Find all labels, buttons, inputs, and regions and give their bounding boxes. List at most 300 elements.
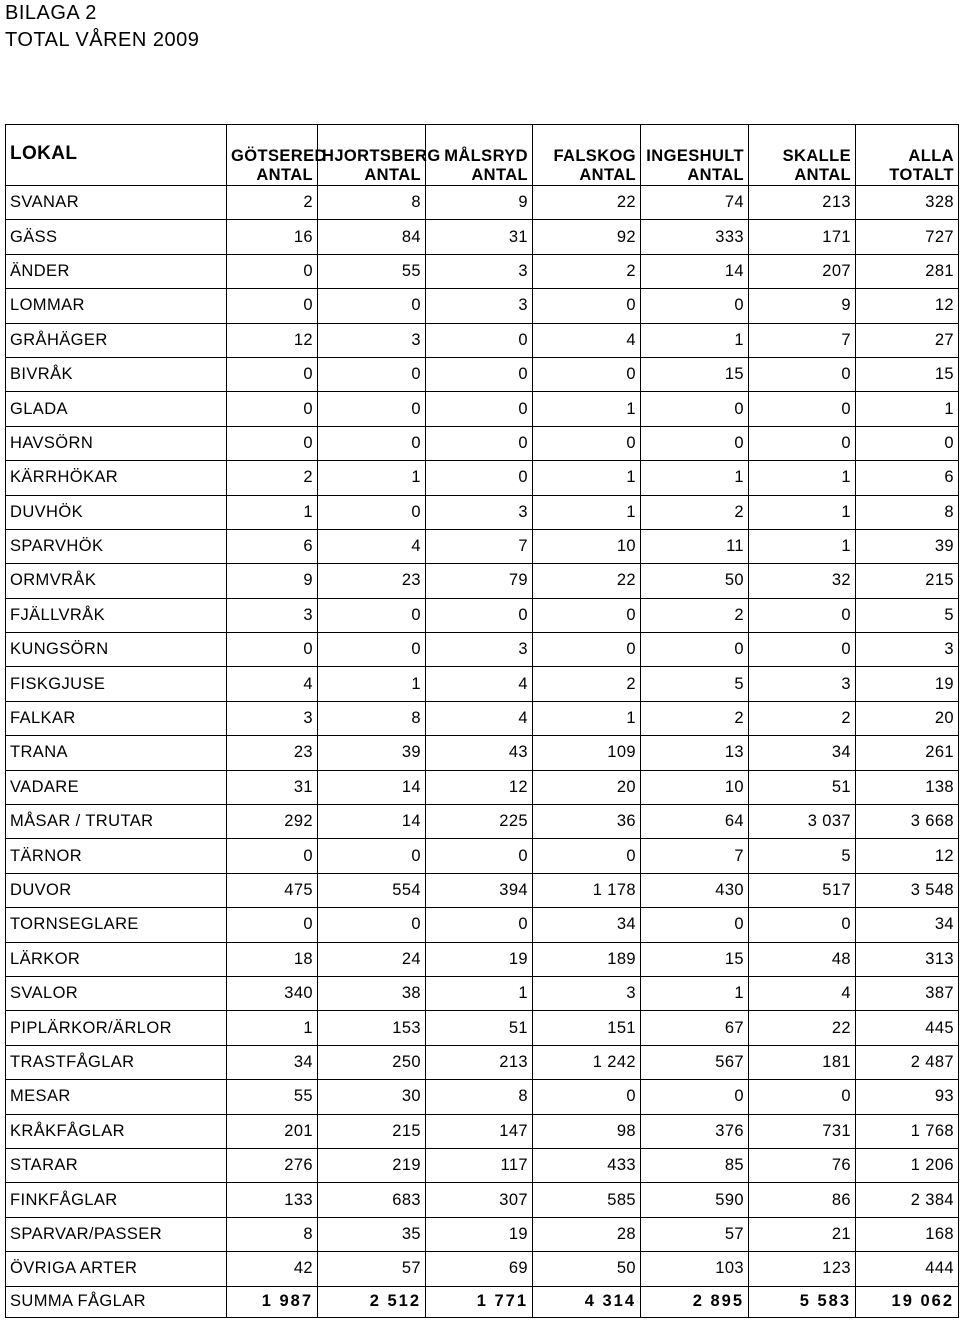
count-cell: 0 xyxy=(533,633,641,667)
table-row xyxy=(6,839,959,873)
species-label: HAVSÖRN xyxy=(6,426,227,460)
count-cell: 292 xyxy=(227,805,318,839)
species-label: ORMVRÅK xyxy=(6,564,227,598)
count-cell: 15 xyxy=(856,357,959,391)
count-cell: 147 xyxy=(426,1114,533,1148)
count-cell: 1 xyxy=(426,976,533,1010)
species-label: TRANA xyxy=(6,736,227,770)
count-cell: 74 xyxy=(641,186,749,220)
count-cell: 3 xyxy=(426,254,533,288)
count-cell: 1 xyxy=(856,392,959,426)
count-cell: 0 xyxy=(749,633,856,667)
species-label: LÄRKOR xyxy=(6,942,227,976)
count-cell: 11 xyxy=(641,529,749,563)
count-cell: 0 xyxy=(426,461,533,495)
count-cell: 1 xyxy=(749,461,856,495)
count-cell: 3 xyxy=(533,976,641,1010)
count-cell: 276 xyxy=(227,1148,318,1182)
species-label: GÄSS xyxy=(6,220,227,254)
species-label: MESAR xyxy=(6,1080,227,1114)
count-cell: 0 xyxy=(426,426,533,460)
count-cell: 69 xyxy=(426,1252,533,1286)
count-cell: 98 xyxy=(533,1114,641,1148)
count-cell: 13 xyxy=(641,736,749,770)
count-cell: 84 xyxy=(318,220,426,254)
count-cell: 51 xyxy=(426,1011,533,1045)
count-cell: 5 583 xyxy=(749,1286,856,1317)
species-label: FALKAR xyxy=(6,701,227,735)
count-cell: 0 xyxy=(318,908,426,942)
count-cell: 7 xyxy=(641,839,749,873)
table-row xyxy=(6,736,959,770)
count-cell: 1 xyxy=(641,323,749,357)
count-cell: 0 xyxy=(426,908,533,942)
count-cell: 201 xyxy=(227,1114,318,1148)
count-cell: 34 xyxy=(749,736,856,770)
count-cell: 1 xyxy=(318,461,426,495)
count-cell: 0 xyxy=(749,392,856,426)
count-cell: 328 xyxy=(856,186,959,220)
count-cell: 67 xyxy=(641,1011,749,1045)
column-subheader: ANTAL xyxy=(426,166,533,186)
count-cell: 35 xyxy=(318,1217,426,1251)
count-cell: 0 xyxy=(426,357,533,391)
count-cell: 85 xyxy=(641,1148,749,1182)
count-cell: 1 xyxy=(749,529,856,563)
count-cell: 153 xyxy=(318,1011,426,1045)
table-row xyxy=(6,461,959,495)
table-row xyxy=(6,289,959,323)
species-label: TRASTFÅGLAR xyxy=(6,1045,227,1079)
column-header: ALLA xyxy=(856,125,959,167)
column-subheader: ANTAL xyxy=(318,166,426,186)
count-cell: 727 xyxy=(856,220,959,254)
count-cell: 213 xyxy=(749,186,856,220)
count-cell: 585 xyxy=(533,1183,641,1217)
count-cell: 4 xyxy=(318,529,426,563)
header-row xyxy=(6,125,959,167)
count-cell: 16 xyxy=(227,220,318,254)
table-row xyxy=(6,1183,959,1217)
count-cell: 0 xyxy=(227,426,318,460)
count-cell: 8 xyxy=(318,186,426,220)
count-cell: 215 xyxy=(856,564,959,598)
table-row xyxy=(6,873,959,907)
count-cell: 1 xyxy=(641,461,749,495)
count-cell: 8 xyxy=(856,495,959,529)
count-cell: 19 xyxy=(426,942,533,976)
count-cell: 333 xyxy=(641,220,749,254)
count-cell: 0 xyxy=(533,839,641,873)
count-cell: 2 xyxy=(533,254,641,288)
table-row xyxy=(6,357,959,391)
species-label: DUVOR xyxy=(6,873,227,907)
species-label: STARAR xyxy=(6,1148,227,1182)
table-row xyxy=(6,701,959,735)
species-label: BIVRÅK xyxy=(6,357,227,391)
table-row xyxy=(6,598,959,632)
count-cell: 1 178 xyxy=(533,873,641,907)
table-row xyxy=(6,1217,959,1251)
species-label: GRÅHÄGER xyxy=(6,323,227,357)
count-cell: 0 xyxy=(426,839,533,873)
count-cell: 3 xyxy=(227,598,318,632)
count-cell: 2 487 xyxy=(856,1045,959,1079)
count-cell: 313 xyxy=(856,942,959,976)
count-cell: 14 xyxy=(318,770,426,804)
count-cell: 0 xyxy=(533,289,641,323)
species-label: ÖVRIGA ARTER xyxy=(6,1252,227,1286)
count-cell: 12 xyxy=(227,323,318,357)
species-label: FJÄLLVRÅK xyxy=(6,598,227,632)
column-subheader: ANTAL xyxy=(533,166,641,186)
count-cell: 0 xyxy=(318,633,426,667)
count-cell: 34 xyxy=(533,908,641,942)
count-cell: 1 xyxy=(227,495,318,529)
count-cell: 123 xyxy=(749,1252,856,1286)
species-label: FISKGJUSE xyxy=(6,667,227,701)
count-cell: 0 xyxy=(318,495,426,529)
column-header: SKALLE xyxy=(749,125,856,167)
count-cell: 9 xyxy=(227,564,318,598)
count-cell: 43 xyxy=(426,736,533,770)
count-cell: 394 xyxy=(426,873,533,907)
count-cell: 151 xyxy=(533,1011,641,1045)
count-cell: 0 xyxy=(641,633,749,667)
column-subheader: ANTAL xyxy=(641,166,749,186)
count-cell: 215 xyxy=(318,1114,426,1148)
count-cell: 376 xyxy=(641,1114,749,1148)
count-cell: 14 xyxy=(318,805,426,839)
count-cell: 1 xyxy=(318,667,426,701)
count-cell: 3 548 xyxy=(856,873,959,907)
table-row xyxy=(6,323,959,357)
count-cell: 0 xyxy=(856,426,959,460)
table-row xyxy=(6,1148,959,1182)
count-cell: 189 xyxy=(533,942,641,976)
count-cell: 0 xyxy=(318,426,426,460)
count-cell: 0 xyxy=(227,254,318,288)
count-cell: 23 xyxy=(227,736,318,770)
count-cell: 12 xyxy=(856,839,959,873)
count-cell: 4 xyxy=(426,701,533,735)
count-cell: 1 768 xyxy=(856,1114,959,1148)
count-cell: 50 xyxy=(641,564,749,598)
count-cell: 0 xyxy=(227,633,318,667)
count-cell: 27 xyxy=(856,323,959,357)
count-cell: 4 xyxy=(227,667,318,701)
count-cell: 34 xyxy=(227,1045,318,1079)
count-cell: 261 xyxy=(856,736,959,770)
count-cell: 1 xyxy=(749,495,856,529)
count-cell: 433 xyxy=(533,1148,641,1182)
species-label: SVANAR xyxy=(6,186,227,220)
count-cell: 0 xyxy=(318,598,426,632)
table-row xyxy=(6,942,959,976)
count-cell: 1 771 xyxy=(426,1286,533,1317)
count-cell: 171 xyxy=(749,220,856,254)
count-cell: 19 062 xyxy=(856,1286,959,1317)
count-cell: 4 xyxy=(749,976,856,1010)
count-cell: 93 xyxy=(856,1080,959,1114)
column-header: GÖTSERED xyxy=(227,125,318,167)
count-cell: 6 xyxy=(856,461,959,495)
count-cell: 38 xyxy=(318,976,426,1010)
count-cell: 387 xyxy=(856,976,959,1010)
count-cell: 92 xyxy=(533,220,641,254)
count-cell: 2 895 xyxy=(641,1286,749,1317)
species-label: MÅSAR / TRUTAR xyxy=(6,805,227,839)
count-cell: 15 xyxy=(641,357,749,391)
table-row xyxy=(6,426,959,460)
count-cell: 138 xyxy=(856,770,959,804)
count-cell: 0 xyxy=(641,426,749,460)
species-label: LOMMAR xyxy=(6,289,227,323)
column-header: HJORTSBERG xyxy=(318,125,426,167)
count-cell: 0 xyxy=(749,357,856,391)
lokal-subheader xyxy=(6,166,227,186)
count-cell: 3 xyxy=(426,633,533,667)
species-label: FINKFÅGLAR xyxy=(6,1183,227,1217)
count-cell: 12 xyxy=(856,289,959,323)
count-cell: 34 xyxy=(856,908,959,942)
count-cell: 133 xyxy=(227,1183,318,1217)
report-subtitle: TOTAL VÅREN 2009 xyxy=(5,29,200,51)
species-label: SUMMA FÅGLAR xyxy=(6,1286,227,1317)
count-cell: 3 037 xyxy=(749,805,856,839)
count-cell: 2 xyxy=(227,461,318,495)
count-cell: 22 xyxy=(533,186,641,220)
table-row xyxy=(6,254,959,288)
count-cell: 51 xyxy=(749,770,856,804)
species-label: TORNSEGLARE xyxy=(6,908,227,942)
count-cell: 0 xyxy=(227,357,318,391)
count-cell: 0 xyxy=(426,392,533,426)
count-cell: 1 xyxy=(533,495,641,529)
lokal-header: LOKAL xyxy=(6,125,227,167)
count-cell: 57 xyxy=(641,1217,749,1251)
count-cell: 28 xyxy=(533,1217,641,1251)
count-cell: 207 xyxy=(749,254,856,288)
count-cell: 15 xyxy=(641,942,749,976)
count-cell: 1 206 xyxy=(856,1148,959,1182)
count-cell: 39 xyxy=(318,736,426,770)
count-cell: 5 xyxy=(856,598,959,632)
count-cell: 9 xyxy=(749,289,856,323)
count-cell: 7 xyxy=(749,323,856,357)
count-cell: 3 xyxy=(856,633,959,667)
count-cell: 109 xyxy=(533,736,641,770)
count-cell: 42 xyxy=(227,1252,318,1286)
count-cell: 731 xyxy=(749,1114,856,1148)
count-cell: 31 xyxy=(227,770,318,804)
count-cell: 281 xyxy=(856,254,959,288)
count-cell: 32 xyxy=(749,564,856,598)
column-subheader: ANTAL xyxy=(227,166,318,186)
count-cell: 39 xyxy=(856,529,959,563)
species-label: SVALOR xyxy=(6,976,227,1010)
table-row xyxy=(6,976,959,1010)
count-cell: 0 xyxy=(641,392,749,426)
count-cell: 475 xyxy=(227,873,318,907)
count-cell: 0 xyxy=(749,908,856,942)
count-cell: 3 xyxy=(318,323,426,357)
count-cell: 10 xyxy=(641,770,749,804)
count-cell: 1 xyxy=(227,1011,318,1045)
species-label: TÄRNOR xyxy=(6,839,227,873)
count-cell: 22 xyxy=(749,1011,856,1045)
table-row xyxy=(6,805,959,839)
table-row xyxy=(6,1252,959,1286)
count-cell: 1 xyxy=(533,701,641,735)
count-cell: 0 xyxy=(318,357,426,391)
count-cell: 0 xyxy=(533,1080,641,1114)
count-cell: 19 xyxy=(856,667,959,701)
count-cell: 3 xyxy=(749,667,856,701)
count-cell: 2 xyxy=(641,495,749,529)
count-cell: 0 xyxy=(641,1080,749,1114)
count-cell: 5 xyxy=(641,667,749,701)
count-cell: 0 xyxy=(318,289,426,323)
count-cell: 0 xyxy=(749,426,856,460)
count-cell: 213 xyxy=(426,1045,533,1079)
document-heading xyxy=(5,0,199,54)
count-cell: 3 668 xyxy=(856,805,959,839)
count-cell: 2 xyxy=(749,701,856,735)
count-cell: 36 xyxy=(533,805,641,839)
count-cell: 430 xyxy=(641,873,749,907)
species-label: VADARE xyxy=(6,770,227,804)
table-row xyxy=(6,1080,959,1114)
table-row xyxy=(6,186,959,220)
count-cell: 50 xyxy=(533,1252,641,1286)
count-cell: 0 xyxy=(749,1080,856,1114)
species-label: KUNGSÖRN xyxy=(6,633,227,667)
count-cell: 86 xyxy=(749,1183,856,1217)
count-cell: 5 xyxy=(749,839,856,873)
count-cell: 117 xyxy=(426,1148,533,1182)
count-cell: 0 xyxy=(227,908,318,942)
column-header: INGESHULT xyxy=(641,125,749,167)
count-cell: 445 xyxy=(856,1011,959,1045)
column-subheader: ANTAL xyxy=(749,166,856,186)
count-cell: 567 xyxy=(641,1045,749,1079)
count-cell: 23 xyxy=(318,564,426,598)
column-header: FALSKOG xyxy=(533,125,641,167)
species-label: SPARVAR/PASSER xyxy=(6,1217,227,1251)
count-cell: 76 xyxy=(749,1148,856,1182)
species-label: DUVHÖK xyxy=(6,495,227,529)
count-cell: 225 xyxy=(426,805,533,839)
count-cell: 22 xyxy=(533,564,641,598)
species-label: KRÅKFÅGLAR xyxy=(6,1114,227,1148)
count-cell: 517 xyxy=(749,873,856,907)
count-cell: 1 xyxy=(533,392,641,426)
column-subheader: TOTALT xyxy=(856,166,959,186)
count-cell: 20 xyxy=(856,701,959,735)
table-row xyxy=(6,770,959,804)
count-cell: 30 xyxy=(318,1080,426,1114)
species-label: PIPLÄRKOR/ÄRLOR xyxy=(6,1011,227,1045)
count-cell: 2 xyxy=(533,667,641,701)
species-label: GLADA xyxy=(6,392,227,426)
count-cell: 219 xyxy=(318,1148,426,1182)
count-cell: 2 xyxy=(641,701,749,735)
bird-count-table xyxy=(5,124,959,1318)
count-cell: 444 xyxy=(856,1252,959,1286)
species-label: KÄRRHÖKAR xyxy=(6,461,227,495)
count-cell: 1 xyxy=(533,461,641,495)
count-cell: 0 xyxy=(318,839,426,873)
count-cell: 20 xyxy=(533,770,641,804)
count-cell: 24 xyxy=(318,942,426,976)
table-row xyxy=(6,1045,959,1079)
count-cell: 0 xyxy=(227,839,318,873)
count-cell: 48 xyxy=(749,942,856,976)
count-cell: 683 xyxy=(318,1183,426,1217)
count-cell: 590 xyxy=(641,1183,749,1217)
species-label: ÄNDER xyxy=(6,254,227,288)
table-row xyxy=(6,495,959,529)
count-cell: 19 xyxy=(426,1217,533,1251)
count-cell: 0 xyxy=(426,598,533,632)
count-cell: 0 xyxy=(318,392,426,426)
count-cell: 31 xyxy=(426,220,533,254)
count-cell: 2 512 xyxy=(318,1286,426,1317)
table-row xyxy=(6,633,959,667)
count-cell: 8 xyxy=(318,701,426,735)
count-cell: 9 xyxy=(426,186,533,220)
count-cell: 2 xyxy=(641,598,749,632)
count-cell: 4 xyxy=(533,323,641,357)
table-row xyxy=(6,1011,959,1045)
count-cell: 181 xyxy=(749,1045,856,1079)
count-cell: 2 xyxy=(227,186,318,220)
count-cell: 0 xyxy=(533,426,641,460)
count-cell: 0 xyxy=(227,289,318,323)
column-header: MÅLSRYD xyxy=(426,125,533,167)
count-cell: 0 xyxy=(641,908,749,942)
count-cell: 0 xyxy=(533,598,641,632)
count-cell: 1 242 xyxy=(533,1045,641,1079)
count-cell: 103 xyxy=(641,1252,749,1286)
count-cell: 3 xyxy=(227,701,318,735)
count-cell: 3 xyxy=(426,495,533,529)
table-row xyxy=(6,1114,959,1148)
count-cell: 0 xyxy=(533,357,641,391)
count-cell: 12 xyxy=(426,770,533,804)
count-cell: 0 xyxy=(641,289,749,323)
count-cell: 7 xyxy=(426,529,533,563)
count-cell: 6 xyxy=(227,529,318,563)
count-cell: 0 xyxy=(426,323,533,357)
appendix-title: BILAGA 2 xyxy=(5,2,97,24)
count-cell: 79 xyxy=(426,564,533,598)
count-cell: 340 xyxy=(227,976,318,1010)
count-cell: 3 xyxy=(426,289,533,323)
count-cell: 55 xyxy=(318,254,426,288)
count-cell: 4 xyxy=(426,667,533,701)
count-cell: 8 xyxy=(227,1217,318,1251)
summary-row xyxy=(6,1286,959,1317)
table-row xyxy=(6,564,959,598)
table-row xyxy=(6,667,959,701)
count-cell: 0 xyxy=(227,392,318,426)
count-cell: 4 314 xyxy=(533,1286,641,1317)
count-cell: 1 987 xyxy=(227,1286,318,1317)
count-cell: 14 xyxy=(641,254,749,288)
count-cell: 2 384 xyxy=(856,1183,959,1217)
